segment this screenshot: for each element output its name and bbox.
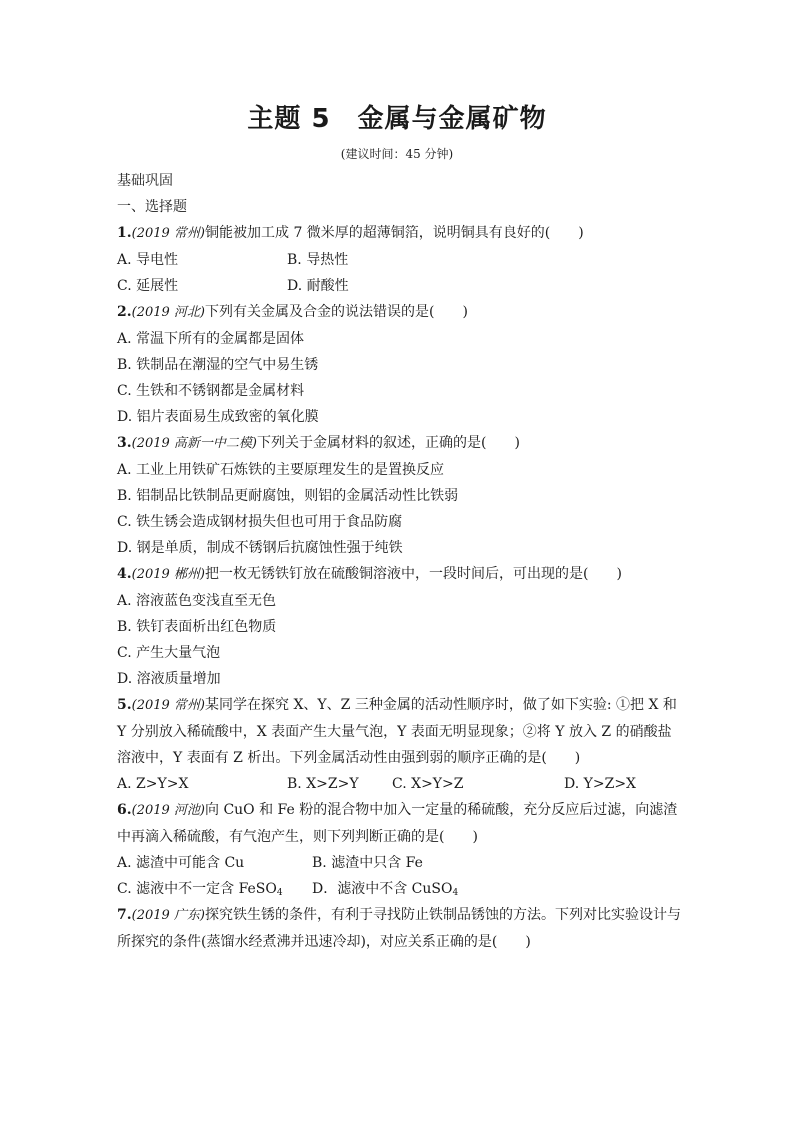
question-stem: 下列关于金属材料的叙述，正确的是( ) xyxy=(257,435,520,451)
question-number: 4. xyxy=(117,566,132,582)
option-d[interactable]: D. 耐酸性 xyxy=(287,278,349,294)
question-source: (2019 广东) xyxy=(131,908,205,923)
question-5 xyxy=(117,692,683,771)
question-stem: 铜能被加工成 7 微米厚的超薄铜箔，说明铜具有良好的( ) xyxy=(205,225,584,241)
options-row xyxy=(117,247,683,273)
question-stem: 探究铁生锈的条件，有利于寻找防止铁制品锈蚀的方法。下列对比实验设计与所探究的条件(蒸馏水经煮沸并迅速冷却)，对应关系正确的是( ) xyxy=(117,907,681,950)
question-number: 7. xyxy=(117,907,132,923)
option-a[interactable]: A. 滤渣中可能含 Cu xyxy=(117,855,245,871)
question-3 xyxy=(117,430,683,457)
question-2 xyxy=(117,299,683,326)
option-c[interactable]: C. 产生大量气泡 xyxy=(117,645,221,661)
question-stem: 向 CuO 和 Fe 粉的混合物中加入一定量的稀硫酸，充分反应后过滤，向滤渣中再滴入稀硫酸，有气泡产生，则下列判断正确的是( ) xyxy=(117,802,678,845)
option-d[interactable]: D. Y>Z>X xyxy=(564,776,637,792)
options-row xyxy=(117,273,683,299)
option-c-text: C. 滤液中不一定含 FeSO xyxy=(117,881,277,897)
option-a[interactable]: A. 导电性 xyxy=(117,252,179,268)
options-row xyxy=(117,876,683,902)
option-c[interactable]: C. 铁生锈会造成钢材损失但也可用于食品防腐 xyxy=(117,514,403,530)
option-b[interactable]: B. X>Z>Y xyxy=(287,776,359,792)
question-source: (2019 河池) xyxy=(131,803,205,818)
question-6 xyxy=(117,797,683,850)
option-d-text: D．滤液中不含 CuSO xyxy=(312,881,453,897)
subscript: 4 xyxy=(452,888,459,898)
option-b[interactable]: B. 铁制品在潮湿的空气中易生锈 xyxy=(117,357,319,373)
question-number: 5. xyxy=(117,697,132,713)
option-c[interactable]: C. 延展性 xyxy=(117,278,179,294)
subscript: 4 xyxy=(276,888,283,898)
option-c[interactable]: C. X>Y>Z xyxy=(392,776,464,792)
option-c[interactable]: C. 生铁和不锈钢都是金属材料 xyxy=(117,383,305,399)
option-d[interactable] xyxy=(312,876,458,902)
option-a[interactable]: A. 溶液蓝色变浅直至无色 xyxy=(117,593,277,609)
question-stem: 下列有关金属及合金的说法错误的是( ) xyxy=(205,304,468,320)
question-1 xyxy=(117,220,683,247)
question-number: 3. xyxy=(117,435,132,451)
question-source: (2019 常州) xyxy=(131,698,205,713)
question-stem: 把一枚无锈铁钉放在硫酸铜溶液中，一段时间后，可出现的是( ) xyxy=(205,566,622,582)
question-number: 6. xyxy=(117,802,132,818)
question-stem: 某同学在探究 X、Y、Z 三种金属的活动性顺序时，做了如下实验: ①把 X 和 Y 分别放入稀硫酸中，X 表面产生大量气泡，Y 表面无明显现象；②将 Y 放入 Z 的硝酸盐溶液中，Y 表面有 Z 析出。下列金属活动性由强到弱的顺序正确的是( ) xyxy=(117,697,677,766)
option-d[interactable]: D. 溶液质量增加 xyxy=(117,671,221,687)
option-b[interactable]: B. 滤渣中只含 Fe xyxy=(312,855,423,871)
option-d[interactable]: D. 铝片表面易生成致密的氧化膜 xyxy=(117,409,319,425)
option-b[interactable]: B. 铁钉表面析出红色物质 xyxy=(117,619,277,635)
document-body xyxy=(117,168,683,955)
question-number: 1. xyxy=(117,225,132,241)
option-a[interactable]: A. 工业上用铁矿石炼铁的主要原理发生的是置换反应 xyxy=(117,462,445,478)
option-c[interactable] xyxy=(117,876,312,902)
option-a[interactable]: A. 常温下所有的金属都是固体 xyxy=(117,331,305,347)
option-d[interactable]: D. 钢是单质，制成不锈钢后抗腐蚀性强于纯铁 xyxy=(117,540,403,556)
subsection-heading: 一、选择题 xyxy=(117,199,187,215)
section-heading: 基础巩固 xyxy=(117,173,173,189)
option-b[interactable]: B. 导热性 xyxy=(287,252,349,268)
page-title: 主题 5 金属与金属矿物 xyxy=(247,104,547,134)
question-source: (2019 河北) xyxy=(131,305,205,320)
question-source: (2019 常州) xyxy=(131,226,205,241)
question-number: 2. xyxy=(117,304,132,320)
suggested-time: (建议时间：45 分钟) xyxy=(340,147,454,161)
question-7 xyxy=(117,902,683,955)
option-b[interactable]: B. 铝制品比铁制品更耐腐蚀，则铝的金属活动性比铁弱 xyxy=(117,488,459,504)
options-row xyxy=(117,850,683,876)
question-source: (2019 郴州) xyxy=(131,567,205,582)
question-source: (2019 高新一中二模) xyxy=(131,436,257,451)
options-row xyxy=(117,771,683,797)
question-4 xyxy=(117,561,683,588)
option-a[interactable]: A. Z>Y>X xyxy=(117,776,189,792)
